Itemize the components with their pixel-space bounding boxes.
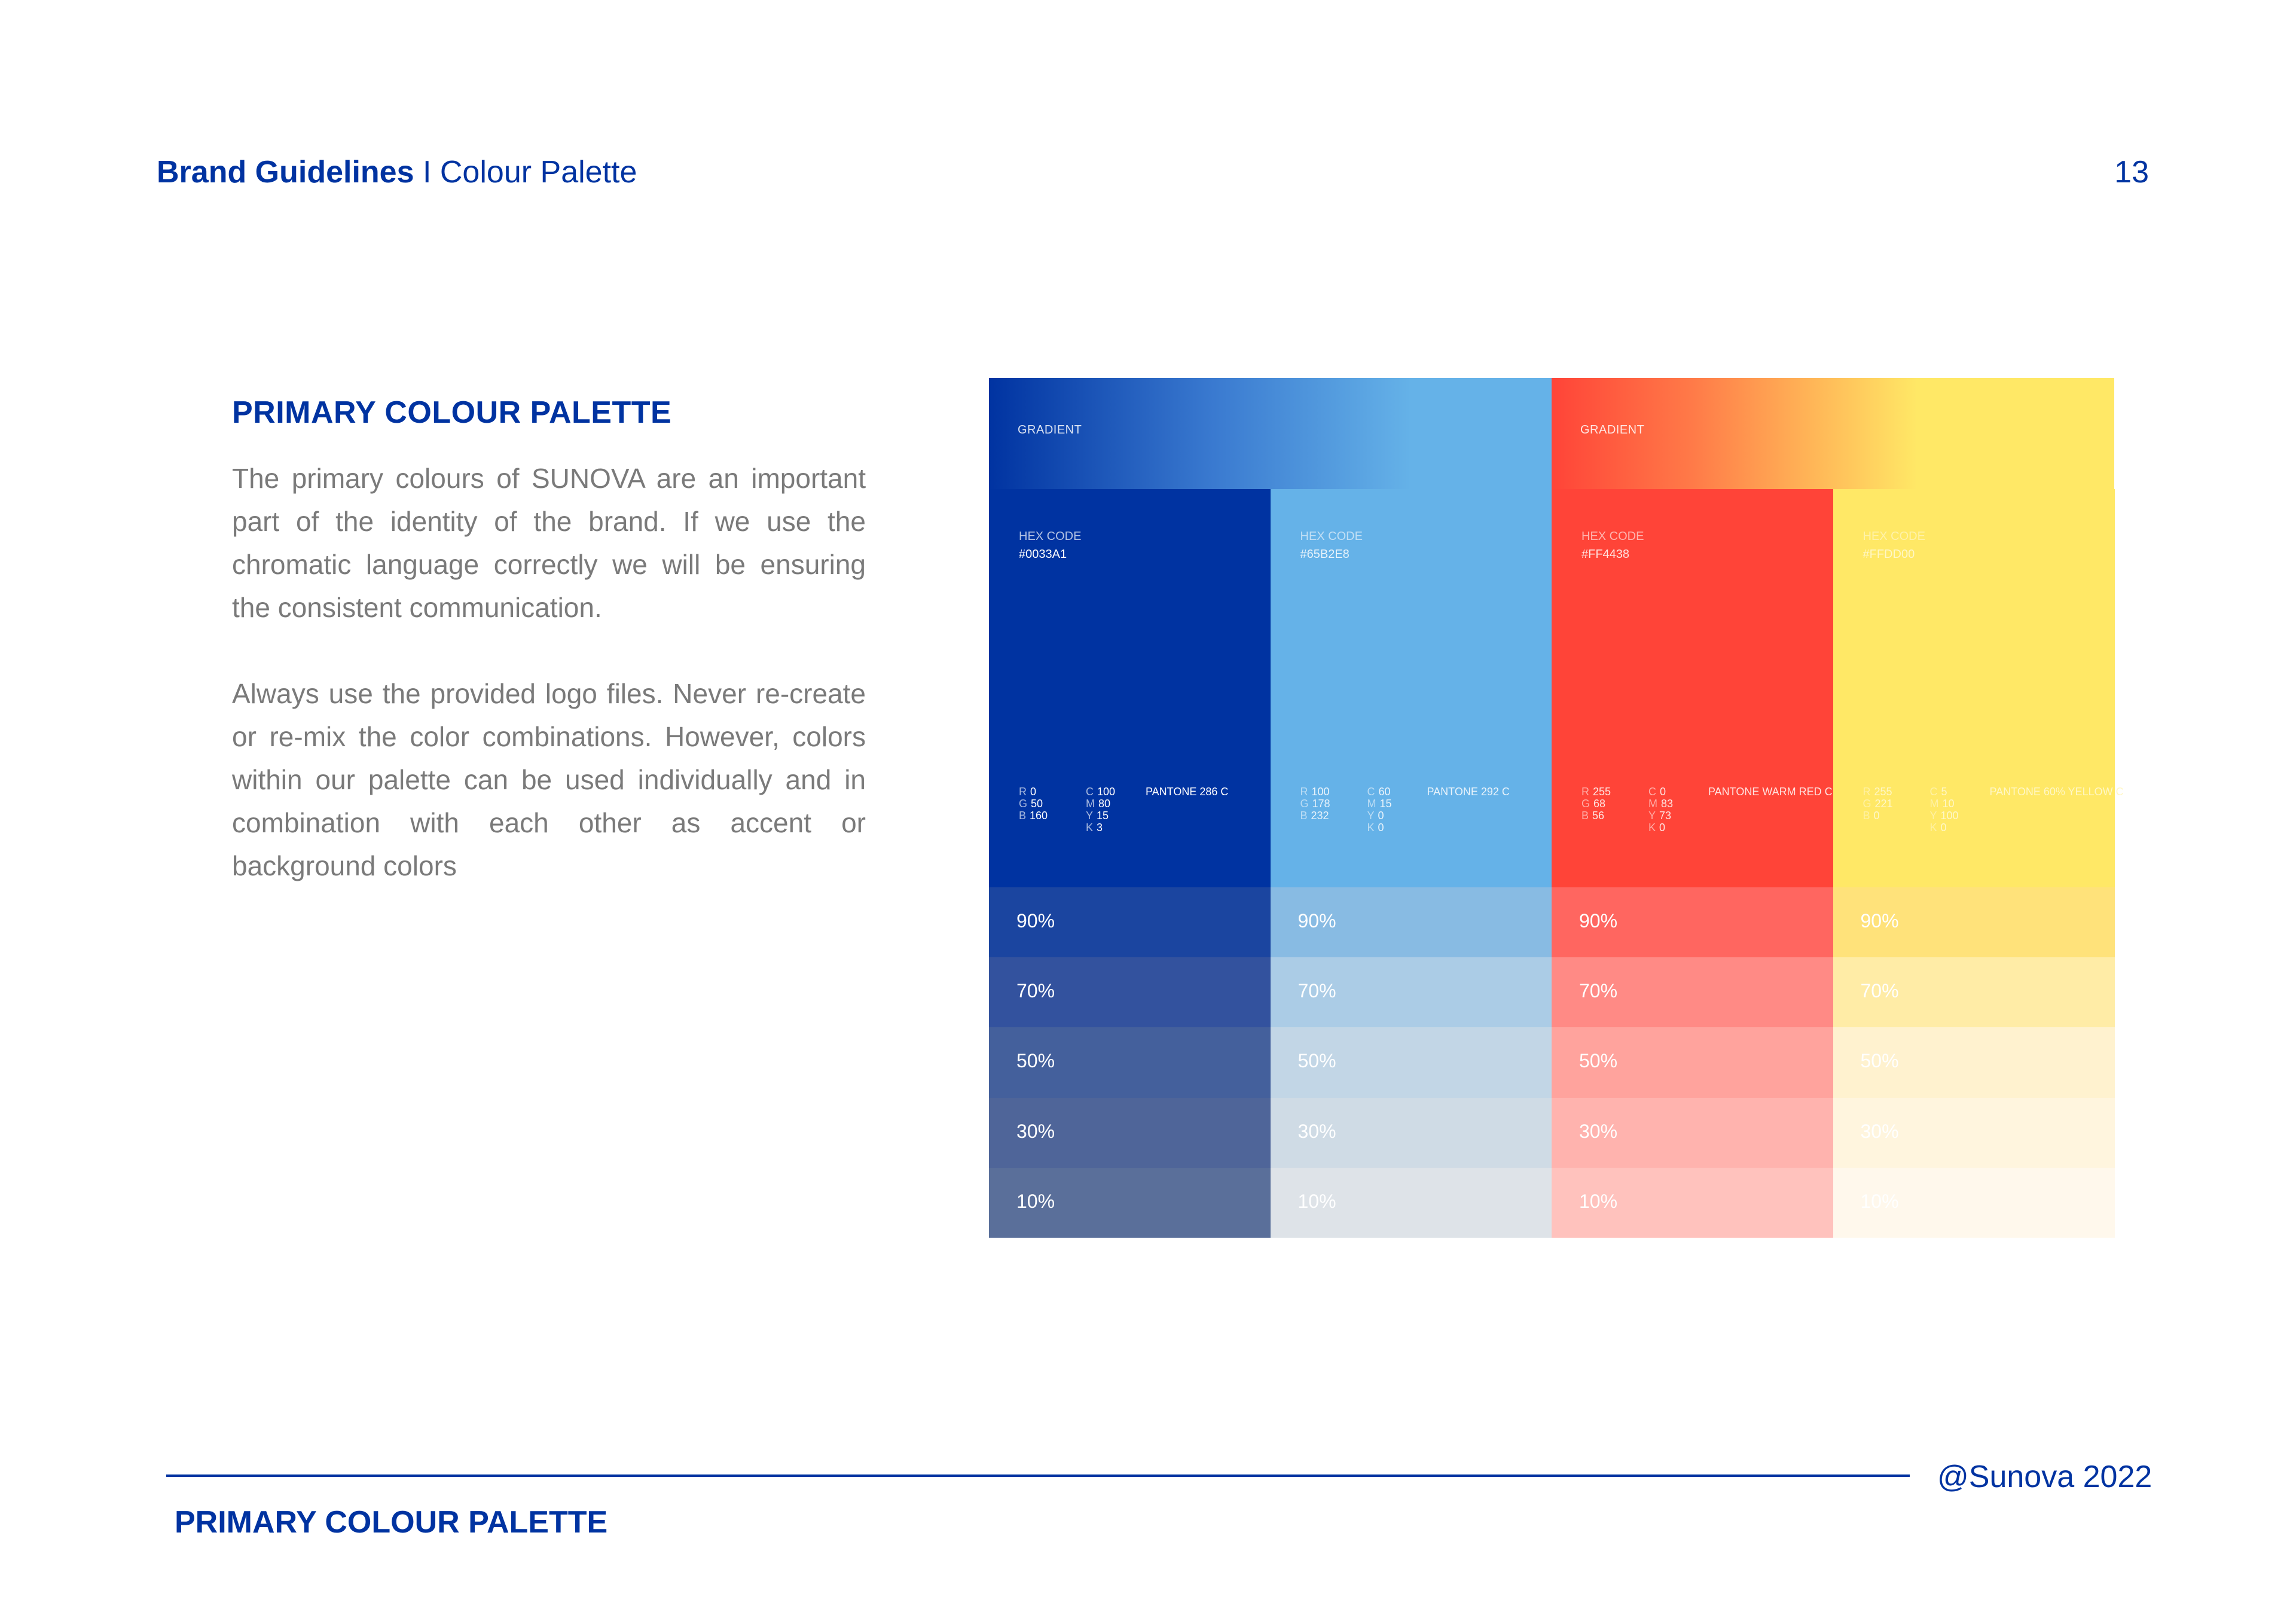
tint-swatch (989, 1168, 1271, 1238)
section-label: Colour Palette (439, 155, 637, 190)
c-value: 5 (1941, 786, 1947, 798)
g-value: 221 (1874, 798, 1893, 810)
tint-label: 50% (1297, 1050, 1336, 1072)
b-value: 160 (1030, 810, 1048, 822)
warm-gradient-band (1552, 378, 2114, 489)
tint-label: 90% (1579, 910, 1618, 932)
colour-column (1271, 489, 1552, 1238)
hex-code (1300, 527, 1363, 563)
pantone-code: PANTONE 286 C (1146, 786, 1229, 798)
tint-swatch (1271, 957, 1552, 1027)
hex-code (1581, 527, 1644, 563)
tint-label: 50% (1860, 1050, 1899, 1072)
colour-swatch (1833, 489, 2124, 887)
hex-caption: HEX CODE (1300, 530, 1363, 543)
rgb-values: R 100 G 178 B 232 (1300, 786, 1330, 822)
k-value: 0 (1940, 822, 1947, 834)
colour-swatch (1552, 489, 1833, 887)
b-value: 56 (1592, 810, 1605, 822)
c-value: 0 (1660, 786, 1666, 798)
rgb-values: R 255 G 68 B 56 (1581, 786, 1611, 822)
hex-value: #65B2E8 (1300, 548, 1349, 561)
tint-swatch (1552, 1027, 1833, 1097)
g-value: 50 (1031, 798, 1043, 810)
colour-palette-chart (989, 378, 2124, 1238)
tint-swatch (1552, 1168, 1833, 1238)
y-value: 15 (1097, 810, 1109, 822)
cmyk-values: C 0 M 83 Y 73 K 0 (1648, 786, 1674, 834)
tint-swatch (1271, 1098, 1552, 1168)
cmyk-values: C 5 M 10 Y 100 K 0 (1929, 786, 1959, 834)
tint-label: 10% (1297, 1190, 1336, 1212)
colour-column (1552, 489, 1833, 1238)
tint-swatch (1552, 957, 1833, 1027)
tint-label: 70% (1579, 980, 1618, 1002)
y-value: 0 (1378, 810, 1384, 822)
footer-copyright: @Sunova 2022 (1937, 1460, 2152, 1494)
y-value: 73 (1659, 810, 1672, 822)
m-value: 83 (1661, 798, 1674, 810)
m-value: 80 (1098, 798, 1111, 810)
tint-label: 90% (1016, 910, 1055, 932)
hex-code (1863, 527, 1925, 563)
tint-swatch (1552, 1098, 1833, 1168)
page-number: 13 (2114, 155, 2149, 190)
tint-swatch (1271, 887, 1552, 957)
b-value: 0 (1873, 810, 1880, 822)
pantone-code: PANTONE WARM RED C (1708, 786, 1833, 798)
g-value: 68 (1593, 798, 1606, 810)
tint-label: 70% (1860, 980, 1899, 1002)
r-value: 255 (1874, 786, 1892, 798)
tint-label: 90% (1297, 910, 1336, 932)
k-value: 0 (1659, 822, 1666, 834)
tint-swatch (1833, 887, 2115, 957)
tint-label: 30% (1860, 1120, 1899, 1142)
rgb-values: R 0 G 50 B 160 (1019, 786, 1048, 822)
tint-label: 70% (1016, 980, 1055, 1002)
c-value: 60 (1378, 786, 1391, 798)
r-value: 0 (1030, 786, 1037, 798)
tint-swatch (989, 1098, 1271, 1168)
usage-paragraph: Always use the provided logo files. Never re-create or re-mix the color combinations. However, colors within our palette can be used individually and in combination with each other as accent or background colors (232, 678, 866, 881)
hex-caption: HEX CODE (1863, 530, 1925, 543)
rgb-values: R 255 G 221 B 0 (1863, 786, 1893, 822)
tint-label: 30% (1016, 1120, 1055, 1142)
tint-label: 50% (1016, 1050, 1055, 1072)
cmyk-values: C 100 M 80 Y 15 K 3 (1086, 786, 1116, 834)
pantone-code: PANTONE 292 C (1427, 786, 1510, 798)
hex-value: #FF4438 (1581, 548, 1630, 561)
tint-swatch (1833, 1027, 2115, 1097)
pantone-code: PANTONE 60% YELLOW C (1989, 786, 2124, 798)
colour-column (1833, 489, 2124, 1238)
tint-label: 50% (1579, 1050, 1618, 1072)
m-value: 10 (1942, 798, 1955, 810)
tint-swatch (989, 887, 1271, 957)
tint-label: 10% (1016, 1190, 1055, 1212)
colour-column (989, 489, 1271, 1238)
k-value: 0 (1378, 822, 1384, 834)
colour-swatch (1271, 489, 1552, 887)
tint-label: 70% (1297, 980, 1336, 1002)
hex-code (1019, 527, 1081, 563)
r-value: 255 (1593, 786, 1611, 798)
intro-paragraph: The primary colours of SUNOVA are an important part of the identity of the brand. If we use the chromatic language correctly we will be ensuring the consistent communication. (232, 463, 866, 623)
colour-swatch (989, 489, 1271, 887)
tint-swatch (1833, 957, 2115, 1027)
tint-label: 90% (1860, 910, 1899, 932)
g-value: 178 (1312, 798, 1330, 810)
m-value: 15 (1379, 798, 1392, 810)
brand-guidelines-label: Brand Guidelines (157, 155, 414, 190)
header-title (157, 154, 637, 190)
tint-label: 10% (1579, 1190, 1618, 1212)
section-title: PRIMARY COLOUR PALETTE (232, 395, 672, 430)
tint-swatch (1271, 1027, 1552, 1097)
hex-caption: HEX CODE (1019, 530, 1082, 543)
tint-swatch (1552, 887, 1833, 957)
tint-swatch (1271, 1168, 1552, 1238)
b-value: 232 (1311, 810, 1329, 822)
footer-divider (166, 1474, 1910, 1477)
tint-label: 30% (1579, 1120, 1618, 1142)
hex-caption: HEX CODE (1581, 530, 1644, 543)
r-value: 100 (1311, 786, 1330, 798)
c-value: 100 (1097, 786, 1116, 798)
cmyk-values: C 60 M 15 Y 0 K 0 (1367, 786, 1392, 834)
tint-swatch (1833, 1168, 2115, 1238)
tint-swatch (989, 957, 1271, 1027)
hex-value: #0033A1 (1019, 548, 1067, 561)
gradient-label: GRADIENT (1580, 423, 1645, 436)
y-value: 100 (1940, 810, 1959, 822)
k-value: 3 (1097, 822, 1103, 834)
tint-swatch (989, 1027, 1271, 1097)
tint-swatch (1833, 1098, 2115, 1168)
hex-value: #FFDD00 (1863, 548, 1915, 561)
footer-title: PRIMARY COLOUR PALETTE (175, 1505, 608, 1540)
gradient-label: GRADIENT (1018, 423, 1082, 436)
header-separator: I (414, 155, 440, 190)
blue-gradient-band (989, 378, 1552, 489)
tint-label: 30% (1297, 1120, 1336, 1142)
tint-label: 10% (1860, 1190, 1899, 1212)
